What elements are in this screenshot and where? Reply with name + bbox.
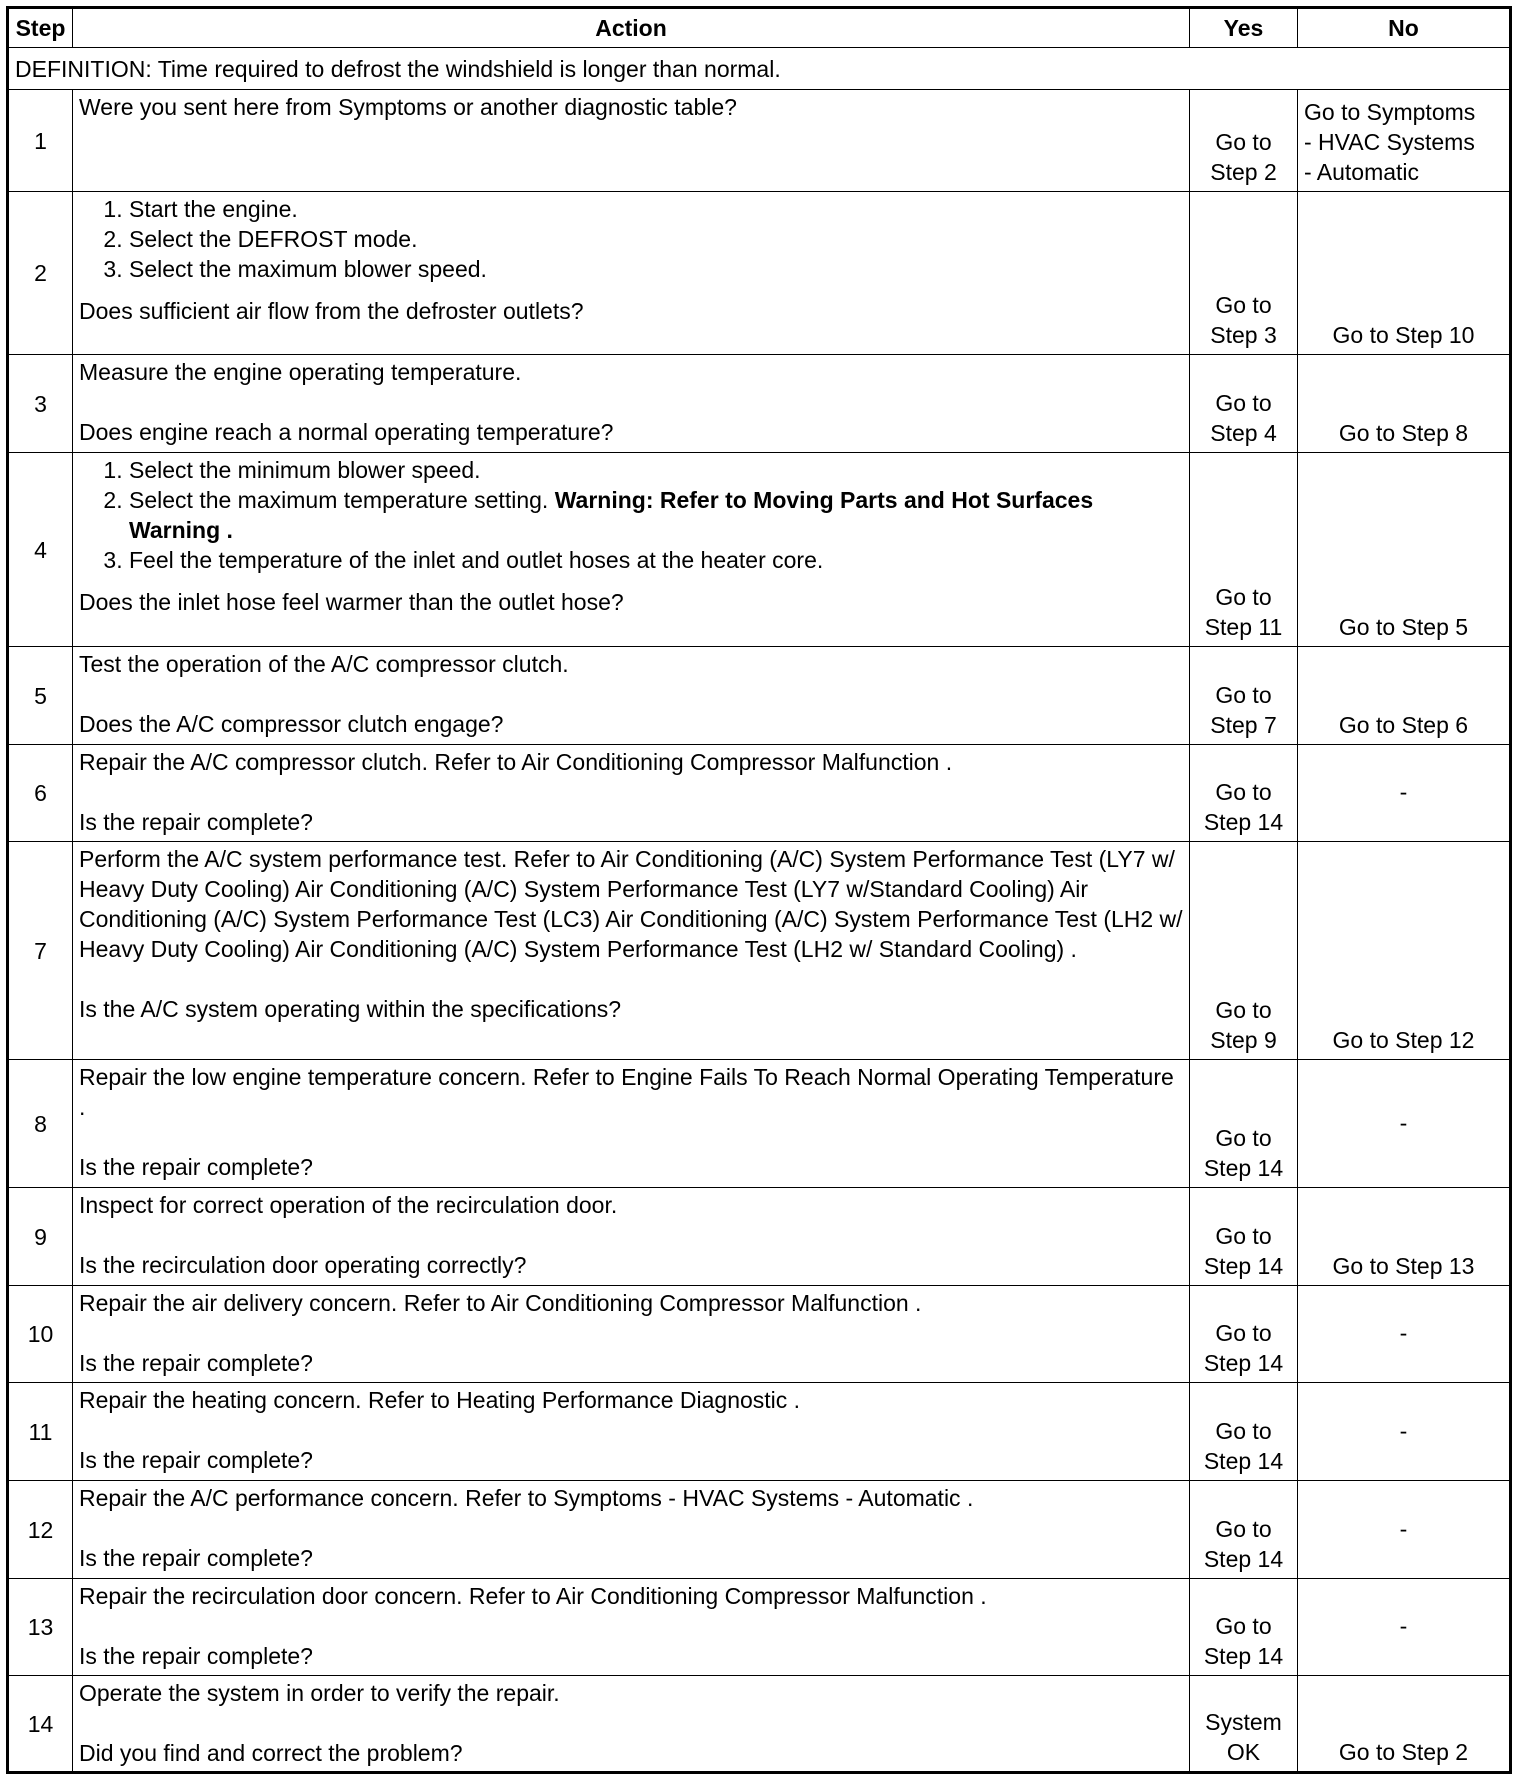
list-item: 3. Select the maximum blower speed. <box>129 254 1183 284</box>
step-row <box>8 745 1511 842</box>
list-item: 2. Select the maximum temperature setting. Warning: Refer to Moving Parts and Hot Surfaces Warning . <box>129 485 1183 545</box>
list-item: 1. Select the minimum blower speed. <box>129 455 1183 485</box>
yes-cell <box>1190 90 1298 192</box>
step-number: 5 <box>8 647 73 745</box>
action-cell <box>73 1188 1190 1286</box>
yes-line: Step 9 <box>1210 1027 1277 1053</box>
step-number: 7 <box>8 842 73 1060</box>
step-row <box>8 1579 1511 1676</box>
action-cell <box>73 647 1190 745</box>
yes-line: Step 4 <box>1210 420 1277 446</box>
step-row <box>8 1383 1511 1481</box>
yes-line: Step 3 <box>1210 322 1277 348</box>
no-cell <box>1298 647 1511 745</box>
yes-cell <box>1190 1188 1298 1286</box>
no-cell <box>1298 842 1511 1060</box>
list-item: 2. Select the DEFROST mode. <box>129 224 1183 254</box>
yes-line: Go to <box>1215 1613 1272 1639</box>
question-text: Is the repair complete? <box>79 1447 313 1473</box>
yes-line: Go to <box>1215 1320 1272 1346</box>
yes-line: Go to <box>1215 1125 1272 1151</box>
step-number: 9 <box>8 1188 73 1286</box>
no-line: Go to Step 10 <box>1332 322 1475 348</box>
yes-line: Step 11 <box>1204 614 1283 640</box>
no-line: - <box>1399 1320 1408 1346</box>
action-cell <box>73 1676 1190 1773</box>
step-number: 12 <box>8 1481 73 1579</box>
action-cell <box>73 1286 1190 1383</box>
yes-line: Step 14 <box>1203 1546 1284 1572</box>
yes-cell <box>1190 355 1298 453</box>
step-row <box>8 192 1511 355</box>
step-row <box>8 647 1511 745</box>
no-cell <box>1298 192 1511 355</box>
action-cell <box>73 745 1190 842</box>
no-line: - HVAC Systems <box>1304 129 1475 155</box>
action-text: Operate the system in order to verify the repair. <box>79 1680 560 1706</box>
step-list <box>79 194 1183 284</box>
step-row <box>8 1676 1511 1773</box>
step-row <box>8 453 1511 647</box>
yes-cell <box>1190 745 1298 842</box>
no-cell <box>1298 745 1511 842</box>
step-row <box>8 842 1511 1060</box>
step-number: 3 <box>8 355 73 453</box>
header-no: No <box>1298 8 1511 48</box>
no-cell <box>1298 1579 1511 1676</box>
yes-line: Go to <box>1215 682 1272 708</box>
action-text: Measure the engine operating temperature. <box>79 359 522 385</box>
step-number: 4 <box>8 453 73 647</box>
step-number: 14 <box>8 1676 73 1773</box>
question-text: Is the A/C system operating within the specifications? <box>79 996 622 1022</box>
yes-line: Go to <box>1215 779 1272 805</box>
no-cell <box>1298 1481 1511 1579</box>
no-cell <box>1298 1286 1511 1383</box>
yes-line: OK <box>1226 1739 1261 1765</box>
question-text: Is the repair complete? <box>79 1350 313 1376</box>
yes-line: System <box>1205 1709 1282 1735</box>
question-text: Is the repair complete? <box>79 1643 313 1669</box>
yes-line: Step 7 <box>1210 712 1277 738</box>
list-item: 1. Start the engine. <box>129 194 1183 224</box>
action-cell <box>73 90 1190 192</box>
yes-line: Go to <box>1215 390 1272 416</box>
step-number: 1 <box>8 90 73 192</box>
yes-cell <box>1190 647 1298 745</box>
yes-line: Go to <box>1215 584 1272 610</box>
action-text: Repair the heating concern. Refer to Heating Performance Diagnostic . <box>79 1387 801 1413</box>
action-text: Repair the air delivery concern. Refer to Air Conditioning Compressor Malfunction . <box>79 1290 922 1316</box>
warning-text: Warning: Refer to Moving Parts and Hot Surfaces Warning . <box>129 487 1094 543</box>
no-cell <box>1298 1383 1511 1481</box>
action-text: Repair the A/C performance concern. Refer to Symptoms - HVAC Systems - Automatic . <box>79 1485 974 1511</box>
list-item: 3. Feel the temperature of the inlet and outlet hoses at the heater core. <box>129 545 1183 575</box>
question-text: Is the repair complete? <box>79 809 313 835</box>
header-action: Action <box>73 8 1190 48</box>
no-cell <box>1298 1676 1511 1773</box>
yes-line: Step 14 <box>1203 1155 1284 1181</box>
action-cell <box>73 453 1190 647</box>
definition: DEFINITION: Time required to defrost the windshield is longer than normal. <box>8 48 1511 90</box>
yes-line: Go to <box>1215 292 1272 318</box>
action-text: Repair the recirculation door concern. Refer to Air Conditioning Compressor Malfunction . <box>79 1583 987 1609</box>
yes-cell <box>1190 1676 1298 1773</box>
step-row <box>8 1060 1511 1188</box>
no-cell <box>1298 90 1511 192</box>
yes-cell <box>1190 842 1298 1060</box>
action-text: Repair the A/C compressor clutch. Refer to Air Conditioning Compressor Malfunction . <box>79 749 953 775</box>
yes-cell <box>1190 1579 1298 1676</box>
yes-cell <box>1190 1383 1298 1481</box>
step-list <box>79 455 1183 575</box>
no-line: Go to Step 2 <box>1338 1739 1469 1765</box>
no-line: - <box>1399 1613 1408 1639</box>
step-number: 8 <box>8 1060 73 1188</box>
no-line: - <box>1399 1109 1408 1136</box>
yes-line: Step 14 <box>1203 1448 1284 1474</box>
step-row <box>8 355 1511 453</box>
question-text: Is the repair complete? <box>79 1154 313 1180</box>
no-line: Go to Step 6 <box>1338 712 1469 738</box>
step-number: 2 <box>8 192 73 355</box>
yes-line: Go to <box>1215 1516 1272 1542</box>
action-cell <box>73 192 1190 355</box>
no-line: - <box>1399 1417 1408 1444</box>
yes-line: Step 2 <box>1210 159 1277 185</box>
header-row <box>8 8 1511 48</box>
header-step: Step <box>8 8 73 48</box>
no-cell <box>1298 355 1511 453</box>
no-line: - Automatic <box>1304 159 1420 185</box>
no-line: Go to Step 12 <box>1332 1027 1475 1053</box>
step-row <box>8 1286 1511 1383</box>
no-cell <box>1298 1060 1511 1188</box>
action-cell <box>73 842 1190 1060</box>
yes-line: Step 14 <box>1203 809 1284 835</box>
action-cell <box>73 1383 1190 1481</box>
action-cell <box>73 355 1190 453</box>
diagnostic-table <box>6 6 1512 1774</box>
question-text: Does sufficient air flow from the defroster outlets? <box>79 298 584 324</box>
yes-cell <box>1190 1060 1298 1188</box>
yes-cell <box>1190 453 1298 647</box>
step-number: 6 <box>8 745 73 842</box>
yes-cell <box>1190 1481 1298 1579</box>
question-text: Does the inlet hose feel warmer than the outlet hose? <box>79 589 624 615</box>
step-row <box>8 1481 1511 1579</box>
action-cell <box>73 1481 1190 1579</box>
question-text: Is the recirculation door operating correctly? <box>79 1252 527 1278</box>
no-line: Go to Symptoms <box>1304 99 1476 125</box>
action-text: Test the operation of the A/C compressor clutch. <box>79 651 569 677</box>
no-line: - <box>1399 1515 1408 1542</box>
step-number: 11 <box>8 1383 73 1481</box>
yes-line: Go to <box>1215 129 1272 155</box>
question-text: Does the A/C compressor clutch engage? <box>79 711 504 737</box>
step-number: 13 <box>8 1579 73 1676</box>
yes-line: Step 14 <box>1203 1643 1284 1669</box>
no-line: Go to Step 5 <box>1338 614 1469 640</box>
yes-line: Go to <box>1215 997 1272 1023</box>
no-line: Go to Step 13 <box>1332 1253 1475 1279</box>
no-line: - <box>1399 779 1408 805</box>
yes-line: Step 14 <box>1203 1253 1284 1279</box>
yes-line: Go to <box>1215 1418 1272 1444</box>
yes-cell <box>1190 192 1298 355</box>
header-yes: Yes <box>1190 8 1298 48</box>
action-text: Perform the A/C system performance test. Refer to Air Conditioning (A/C) System Performance Test (LY7 w/ Heavy Duty Cooling) Air Conditioning (A/C) System Performance Test (LY7 w/Standard Cooling) Air Conditioning (A/C) System Performance Test (LC3) Air Conditioning (A/C) System Performance Test (LH2 w/ Heavy Duty Cooling) Air Conditioning (A/C) System Performance Test (LH2 w/ Standard Cooling) . <box>79 846 1183 962</box>
question-text: Does engine reach a normal operating temperature? <box>79 419 614 445</box>
step-row <box>8 90 1511 192</box>
no-cell <box>1298 1188 1511 1286</box>
yes-line: Go to <box>1215 1223 1272 1249</box>
question-text: Is the repair complete? <box>79 1545 313 1571</box>
no-line: Go to Step 8 <box>1338 420 1469 446</box>
yes-line: Step 14 <box>1203 1350 1284 1376</box>
yes-cell <box>1190 1286 1298 1383</box>
question-text: Did you find and correct the problem? <box>79 1740 463 1766</box>
no-cell <box>1298 453 1511 647</box>
action-text: Inspect for correct operation of the recirculation door. <box>79 1192 618 1218</box>
step-number: 10 <box>8 1286 73 1383</box>
action-cell <box>73 1579 1190 1676</box>
action-text: Repair the low engine temperature concern. Refer to Engine Fails To Reach Normal Operating Temperature . <box>79 1064 1174 1120</box>
step-row <box>8 1188 1511 1286</box>
action-text: Were you sent here from Symptoms or another diagnostic table? <box>79 94 737 120</box>
definition-row <box>8 48 1511 90</box>
action-cell <box>73 1060 1190 1188</box>
